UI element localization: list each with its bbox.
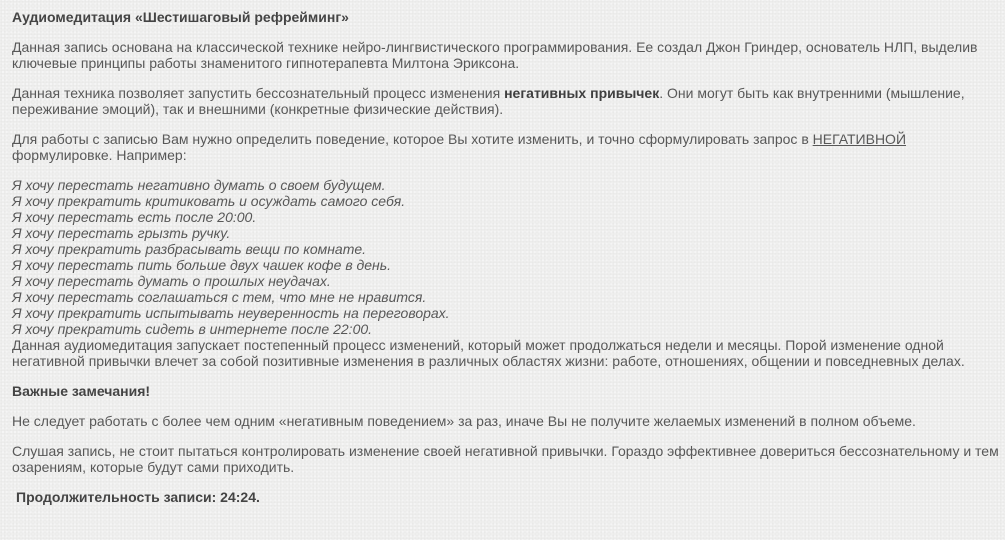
example-item: Я хочу перестать есть после 20:00. (12, 209, 257, 225)
example-item: Я хочу перестать грызть ручку. (12, 225, 231, 241)
summary-paragraph: Данная аудиомедитация запускает постепенный процесс изменений, который может продолжаться недели и месяцы. Порой изменение одной негативной привычки влечет за собой позитивные изменения в различных областях жизни: работе, отношениях, общении и повседневных делах. (12, 337, 965, 369)
technique-text-after: . Они могут быть как внутренними (мышление, переживание эмоций), так и внешними (конкретные физические действия). (12, 85, 965, 117)
example-item: Я хочу прекратить сидеть в интернете после 22:00. (12, 321, 373, 337)
technique-text-before: Данная техника позволяет запустить бессознательный процесс изменения (12, 85, 505, 101)
example-item: Я хочу прекратить испытывать неуверенность на переговорах. (12, 305, 450, 321)
examples-list (12, 177, 1002, 337)
example-item: Я хочу перестать негативно думать о своем будущем. (12, 177, 386, 193)
note-paragraph: Слушая запись, не стоит пытаться контролировать изменение своей негативной привычки. Гораздо эффективнее довериться бессознательному и тем озарениям, которые будут сами приходить. (12, 443, 999, 475)
instruction-text-before: Для работы с записью Вам нужно определить поведение, которое Вы хотите изменить, и точно сформулировать запрос в (12, 131, 813, 147)
instruction-paragraph (12, 131, 1002, 163)
example-item: Я хочу прекратить разбрасывать вещи по комнате. (12, 241, 367, 257)
duration-text: Продолжительность записи: 24:24. (16, 489, 260, 505)
article-title: Аудиомедитация «Шестишаговый рефрейминг» (12, 9, 349, 25)
example-item: Я хочу перестать пить больше двух чашек кофе в день. (12, 257, 392, 273)
notes-title: Важные замечания! (12, 383, 151, 399)
example-item: Я хочу прекратить критиковать и осуждать самого себя. (12, 193, 406, 209)
intro-paragraph: Данная запись основана на классической технике нейро-лингвистического программирования. Ее создал Джон Гриндер, основатель НЛП, выделив ключевые принципы работы знаменитого гипнотерапевта Милтона Эриксона. (12, 39, 978, 71)
note-paragraph: Не следует работать с более чем одним «негативным поведением» за раз, иначе Вы не получите желаемых изменений в полном объеме. (12, 413, 916, 429)
example-item: Я хочу перестать соглашаться с тем, что мне не нравится. (12, 289, 427, 305)
example-item: Я хочу перестать думать о прошлых неудачах. (12, 273, 331, 289)
instruction-text-after: формулировке. Например: (12, 147, 187, 163)
negative-link[interactable]: НЕГАТИВНОЙ (812, 131, 907, 147)
technique-paragraph (12, 85, 1002, 117)
technique-bold-text: негативных привычек (504, 85, 660, 101)
